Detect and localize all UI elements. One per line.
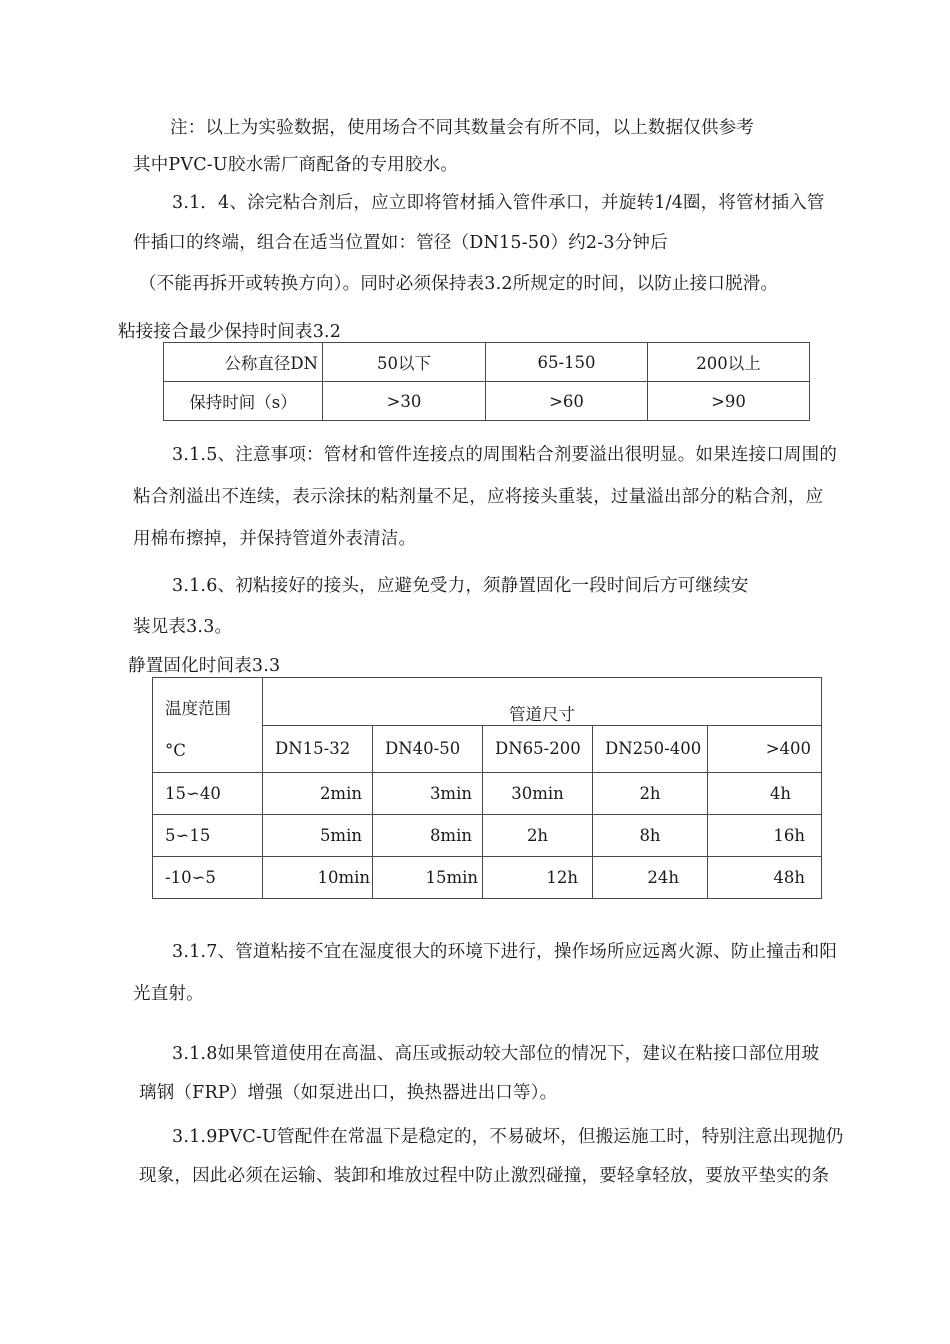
time-cell: 12h <box>483 857 593 899</box>
table-row <box>164 343 810 382</box>
section-315-line-3: 用棉布擦掉，并保持管道外表清洁。 <box>133 529 417 549</box>
table-row <box>153 857 822 899</box>
time-cell: 48h <box>708 857 822 899</box>
size-header: DN250-400 <box>593 725 708 773</box>
table-33-caption: 静置固化时间表3.3 <box>128 656 281 676</box>
note-line-2: 其中PVC-U胶水需厂商配备的专用胶水。 <box>133 155 458 175</box>
table-32-header-3: 200以上 <box>648 343 810 382</box>
temp-cell: 15∽40 <box>153 773 263 815</box>
temp-cell: -10∽5 <box>153 857 263 899</box>
section-314-line-1: 3.1．4、涂完粘合剂后，应立即将管材插入管件承口，并旋转1/4圈，将管材插入管 <box>172 193 825 213</box>
temp-range-label: 温度范围 <box>165 699 231 718</box>
time-cell: 30min <box>483 773 593 815</box>
section-318-line-2: 璃钢（FRP）增强（如泵进出口，换热器进出口等）。 <box>139 1083 558 1103</box>
section-316-line-1: 3.1.6、初粘接好的接头，应避免受力，须静置固化一段时间后方可继续安 <box>172 576 749 596</box>
table-33 <box>152 677 822 899</box>
size-header: DN15-32 <box>263 725 373 773</box>
temp-cell: 5∽15 <box>153 815 263 857</box>
section-315-line-1: 3.1.5、注意事项：管材和管件连接点的周围粘合剂要溢出很明显。如果连接口周围的 <box>172 445 838 465</box>
time-cell: 4h <box>708 773 822 815</box>
section-319-line-1: 3.1.9PVC-U管配件在常温下是稳定的，不易破坏，但搬运施工时，特别注意出现抛仍 <box>172 1127 844 1147</box>
time-cell: 24h <box>593 857 708 899</box>
size-header: >400 <box>708 725 822 773</box>
section-314-line-2: 件插口的终端，组合在适当位置如：管径（DN15-50）约2-3分钟后 <box>133 233 668 253</box>
table-32-header-dn: 公称直径DN <box>164 343 323 382</box>
temp-range-header <box>153 678 263 773</box>
temp-unit-label: °C <box>165 741 186 760</box>
table-32-header-2: 65-150 <box>486 343 648 382</box>
section-314-line-3: （不能再拆开或转换方向）。同时必须保持表3.2所规定的时间，以防止接口脱滑。 <box>139 274 779 294</box>
size-header: DN65-200 <box>483 725 593 773</box>
time-cell: 10min <box>263 857 373 899</box>
table-32-caption: 粘接接合最少保持时间表3.2 <box>118 322 342 342</box>
section-315-line-2: 粘合剂溢出不连续，表示涂抹的粘剂量不足，应将接头重装，过量溢出部分的粘合剂，应 <box>133 487 824 507</box>
time-cell: 15min <box>373 857 483 899</box>
time-cell: 8min <box>373 815 483 857</box>
time-cell: 5min <box>263 815 373 857</box>
table-row <box>153 815 822 857</box>
time-cell: 2h <box>593 773 708 815</box>
table-32-cell: >90 <box>648 382 810 421</box>
table-row <box>164 382 810 421</box>
time-cell: 2min <box>263 773 373 815</box>
section-319-line-2: 现象，因此必须在运输、装卸和堆放过程中防止激烈碰撞，要轻拿轻放，要放平垫实的条 <box>139 1166 830 1186</box>
table-32-row-label: 保持时间（s） <box>164 382 323 421</box>
time-cell: 16h <box>708 815 822 857</box>
time-cell: 8h <box>593 815 708 857</box>
time-cell: 3min <box>373 773 483 815</box>
table-32-cell: >30 <box>323 382 486 421</box>
section-318-line-1: 3.1.8如果管道使用在高温、高压或振动较大部位的情况下，建议在粘接口部位用玻 <box>172 1044 820 1064</box>
time-cell: 2h <box>483 815 593 857</box>
pipe-size-header: 管道尺寸 <box>263 678 822 726</box>
section-317-line-2: 光直射。 <box>133 984 204 1004</box>
section-317-line-1: 3.1.7、管道粘接不宜在湿度很大的环境下进行，操作场所应远离火源、防止撞击和阳 <box>172 942 838 962</box>
table-row <box>153 678 822 726</box>
table-32 <box>163 342 810 421</box>
table-32-header-1: 50以下 <box>323 343 486 382</box>
size-header: DN40-50 <box>373 725 483 773</box>
note-line-1: 注：以上为实验数据，使用场合不同其数量会有所不同，以上数据仅供参考 <box>170 118 755 138</box>
table-row <box>153 773 822 815</box>
table-32-cell: >60 <box>486 382 648 421</box>
section-316-line-2: 装见表3.3。 <box>133 617 233 637</box>
